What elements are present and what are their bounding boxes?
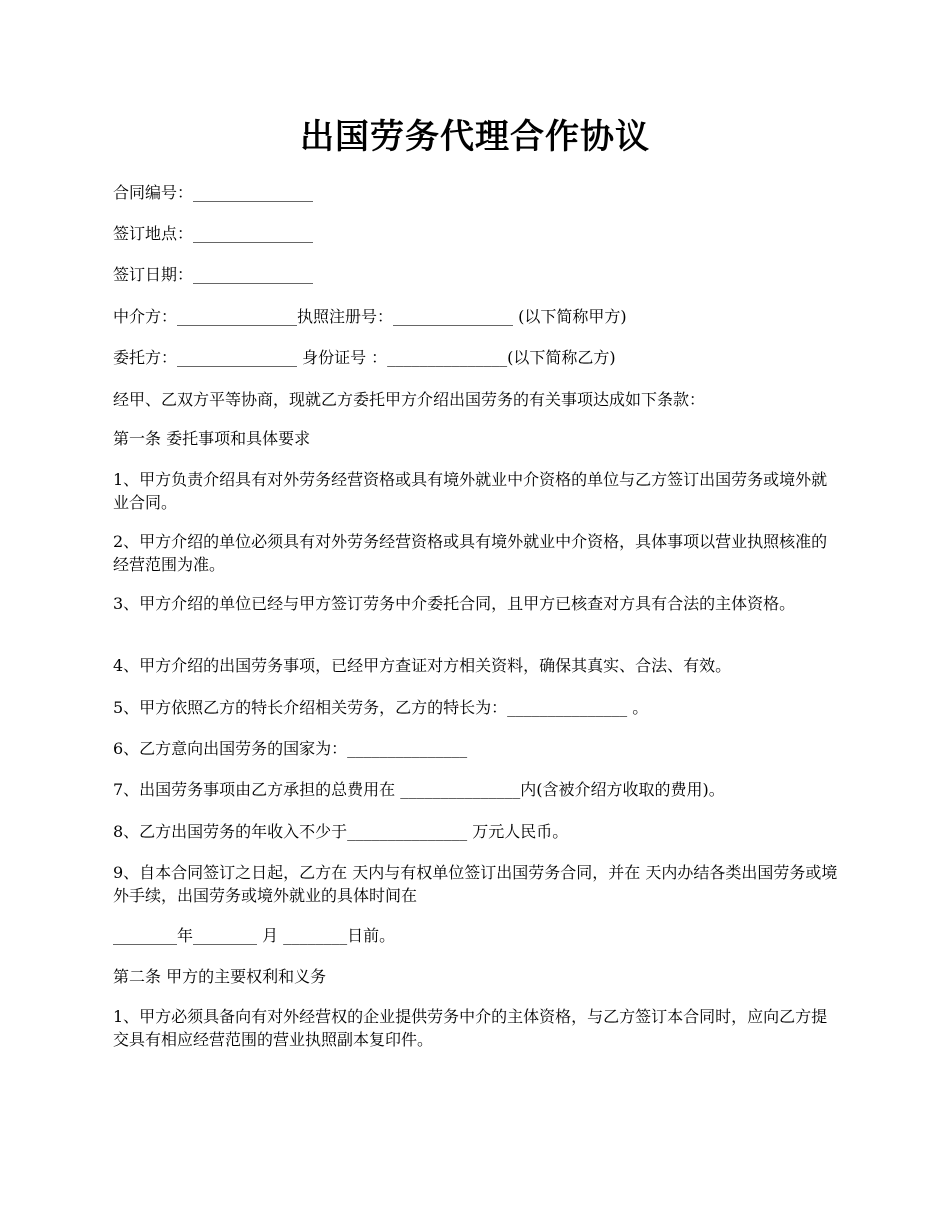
signing-place-line: 签订地点：_______________ [113,224,314,243]
preamble-paragraph: 经甲、乙双方平等协商，现就乙方委托甲方介绍出国劳务的有关事项达成如下条款： [113,390,706,409]
clause-paragraph: 2、甲方介绍的单位必须具有对外劳务经营资格或具有境外就业中介资格，具体事项以营业执照核准的经营范围为准。 [113,532,828,574]
clause-paragraph: 6、乙方意向出国劳务的国家为：_______________ [113,739,468,758]
clause-paragraph: 3、甲方介绍的单位已经与甲方签订劳务中介委托合同，且甲方已核查对方具有合法的主体资格。 [113,594,796,613]
section-heading: 第二条 甲方的主要权利和义务 [113,967,327,986]
clause-paragraph: 9、自本合同签订之日起，乙方在 天内与有权单位签订出国劳务合同，并在 天内办结各类出国劳务或境外手续，出国劳务或境外就业的具体时间在 [113,863,838,905]
clause-paragraph: 8、乙方出国劳务的年收入不少于_______________ 万元人民币。 [113,822,569,841]
clause-paragraph: 5、甲方依照乙方的特长介绍相关劳务，乙方的特长为：_______________ 。 [113,698,649,717]
clause-paragraph: 1、甲方负责介绍具有对外劳务经营资格或具有境外就业中介资格的单位与乙方签订出国劳务或境外就业合同。 [113,470,828,512]
party-b-line: 委托方：_______________ 身份证号 ：_______________(以下简称乙方) [113,348,616,367]
clause-paragraph: 4、甲方介绍的出国劳务事项，已经甲方查证对方相关资料，确保其真实、合法、有效。 [113,656,732,675]
signing-date-line: 签订日期：_______________ [113,265,314,284]
section-heading: 第一条 委托事项和具体要求 [113,429,311,448]
party-a-line: 中介方：_______________执照注册号：_______________ (以下简称甲方) [113,307,627,326]
clause-paragraph: 7、出国劳务事项由乙方承担的总费用在 _______________内(含被介绍方收取的费用)。 [113,780,725,799]
date-blank-line: ________年________ 月 ________日前。 [113,926,396,945]
document-title: 出国劳务代理合作协议 [300,117,650,157]
clause-paragraph: 1、甲方必须具备向有对外经营权的企业提供劳务中介的主体资格，与乙方签订本合同时，应向乙方提交具有相应经营范围的营业执照副本复印件。 [113,1007,828,1049]
contract-number-line: 合同编号：_______________ [113,183,314,202]
